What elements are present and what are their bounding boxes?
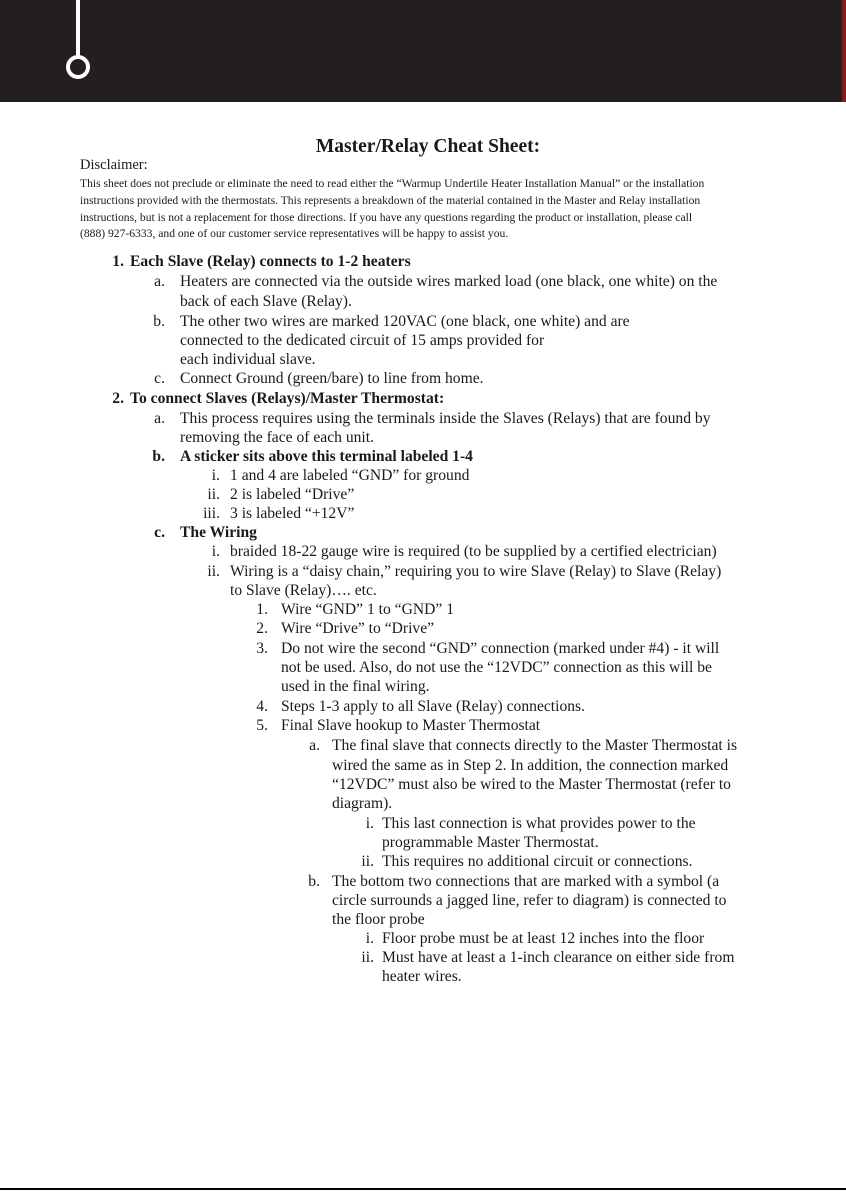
list-marker: iii.: [203, 505, 220, 522]
list-marker: c.: [154, 524, 165, 541]
page-title: Master/Relay Cheat Sheet:: [315, 136, 541, 157]
list-marker: a.: [309, 737, 320, 754]
list-item-text: Wiring is a “daisy chain,” requiring you to wire Slave (Relay) to Slave (Relay): [230, 563, 722, 580]
disclaimer-line: This sheet does not preclude or eliminate the need to read either the “Warmup Undertile Heater Installation Manual” or the installation: [80, 177, 705, 190]
list-item-text: braided 18-22 gauge wire is required (to be supplied by a certified electrician): [230, 543, 717, 560]
list-item-text: not be used. Also, do not use the “12VDC” connection as this will be: [281, 659, 712, 676]
list-marker: 1.: [256, 601, 268, 618]
list-marker: a.: [154, 410, 165, 427]
list-marker: b.: [308, 873, 320, 890]
list-marker: 2.: [256, 620, 268, 637]
list-item-text: Final Slave hookup to Master Thermostat: [281, 717, 541, 734]
list-item-text: Floor probe must be at least 12 inches into the floor: [382, 930, 705, 947]
list-marker: b.: [153, 313, 165, 330]
list-item-text: “12VDC” must also be wired to the Master Thermostat (refer to: [332, 776, 731, 793]
list-marker: ii.: [207, 563, 220, 580]
list-item-text: Must have at least a 1-inch clearance on either side from: [382, 949, 735, 966]
list-marker: ii.: [207, 486, 220, 503]
list-marker: ii.: [361, 949, 374, 966]
list-item-text: connected to the dedicated circuit of 15 amps provided for: [180, 332, 545, 349]
list-item-text: the floor probe: [332, 911, 425, 928]
header-banner: [0, 0, 842, 102]
list-item-text: The other two wires are marked 120VAC (one black, one white) and are: [180, 313, 630, 330]
list-item-text: circle surrounds a jagged line, refer to diagram) is connected to: [332, 892, 727, 909]
list-item-text: Wire “GND” 1 to “GND” 1: [281, 601, 455, 618]
list-marker: ii.: [361, 853, 374, 870]
list-item-text: This requires no additional circuit or connections.: [382, 853, 693, 870]
list-item-text: removing the face of each unit.: [180, 429, 374, 446]
list-marker: a.: [154, 273, 165, 290]
list-item-text: The bottom two connections that are marked with a symbol (a: [332, 873, 720, 890]
list-item-text: Wire “Drive” to “Drive”: [281, 620, 435, 637]
list-item-text: 1 and 4 are labeled “GND” for ground: [230, 467, 470, 484]
list-item-text: used in the final wiring.: [281, 678, 430, 695]
list-marker: i.: [211, 543, 220, 560]
list-item-text: 2 is labeled “Drive”: [230, 486, 355, 503]
list-item-text: This last connection is what provides power to the: [382, 815, 696, 832]
list-item-text: A sticker sits above this terminal labeled 1-4: [180, 448, 473, 465]
list-marker: c.: [154, 370, 165, 387]
list-marker: i.: [365, 930, 374, 947]
list-item-text: To connect Slaves (Relays)/Master Thermostat:: [130, 390, 445, 407]
list-item-text: Do not wire the second “GND” connection (marked under #4) - it will: [281, 640, 720, 657]
list-item-text: This process requires using the terminals inside the Slaves (Relays) that are found by: [180, 410, 711, 427]
list-marker: 2.: [112, 390, 124, 407]
list-marker: 1.: [112, 253, 124, 270]
list-item-text: diagram).: [332, 795, 393, 812]
disclaimer-heading: Disclaimer:: [80, 157, 148, 173]
disclaimer-line: (888) 927-6333, and one of our customer service representatives will be happy to assist you.: [80, 227, 509, 241]
circle-icon: [66, 55, 90, 79]
list-item-text: Heaters are connected via the outside wires marked load (one black, one white) on the: [180, 273, 718, 290]
disclaimer-line: instructions, but is not a replacement for those directions. If you have any questions regarding the product or installation, please call: [80, 210, 693, 224]
list-marker: b.: [152, 448, 165, 465]
list-item-text: wired the same as in Step 2. In addition, the connection marked: [332, 757, 729, 774]
list-item-text: The final slave that connects directly to the Master Thermostat is: [332, 737, 738, 754]
list-item-text: Each Slave (Relay) connects to 1-2 heaters: [130, 253, 411, 270]
disclaimer-line: instructions provided with the thermostats. This represents a breakdown of the material contained in the Master and Relay installation: [80, 193, 701, 207]
list-item-text: The Wiring: [180, 524, 257, 541]
list-item-text: 3 is labeled “+12V”: [230, 505, 355, 522]
list-marker: i.: [365, 815, 374, 832]
banner-line-graphic: [76, 0, 80, 56]
list-item-text: Steps 1-3 apply to all Slave (Relay) connections.: [281, 698, 586, 715]
page-edge-strip: [842, 0, 846, 102]
list-marker: 5.: [256, 717, 268, 734]
list-marker: 3.: [256, 640, 268, 657]
list-item-text: each individual slave.: [180, 351, 316, 368]
list-item-text: back of each Slave (Relay).: [180, 293, 352, 310]
list-item-text: to Slave (Relay)…. etc.: [230, 582, 377, 599]
list-item-text: programmable Master Thermostat.: [382, 834, 599, 851]
list-item-text: Connect Ground (green/bare) to line from home.: [180, 370, 484, 387]
list-marker: 4.: [256, 698, 268, 715]
disclaimer-text: [80, 176, 770, 243]
list-marker: i.: [211, 467, 220, 484]
bottom-rule: [0, 1188, 846, 1190]
list-item-text: heater wires.: [382, 968, 462, 985]
